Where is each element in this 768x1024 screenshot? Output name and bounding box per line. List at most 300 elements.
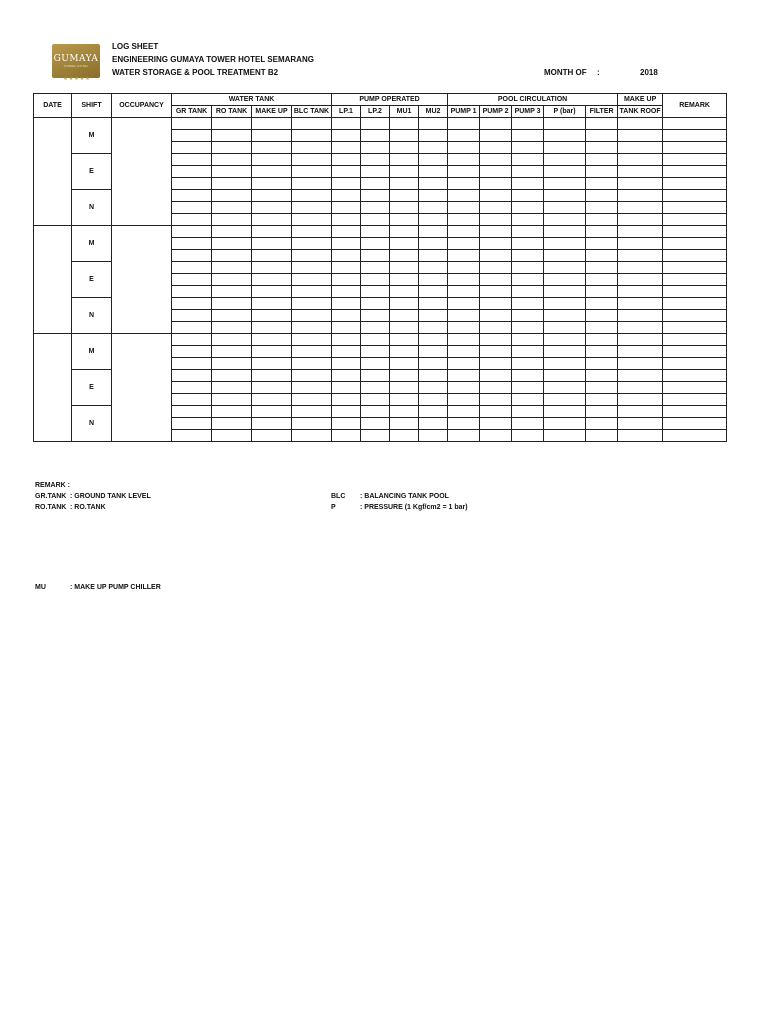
- log-cell[interactable]: [252, 250, 292, 262]
- log-cell[interactable]: [419, 190, 448, 202]
- log-cell[interactable]: [448, 298, 480, 310]
- log-cell[interactable]: [586, 118, 618, 130]
- log-cell[interactable]: [480, 346, 512, 358]
- log-cell[interactable]: [212, 406, 252, 418]
- log-cell[interactable]: [390, 238, 419, 250]
- log-cell[interactable]: [419, 142, 448, 154]
- log-cell[interactable]: [448, 178, 480, 190]
- log-cell[interactable]: [292, 178, 332, 190]
- log-cell[interactable]: [252, 202, 292, 214]
- log-cell[interactable]: [480, 358, 512, 370]
- log-cell[interactable]: [292, 346, 332, 358]
- log-cell[interactable]: [663, 430, 727, 442]
- log-cell[interactable]: [390, 130, 419, 142]
- log-cell[interactable]: [512, 166, 544, 178]
- log-cell[interactable]: [361, 346, 390, 358]
- log-cell[interactable]: [419, 394, 448, 406]
- log-cell[interactable]: [390, 322, 419, 334]
- log-cell[interactable]: [292, 274, 332, 286]
- log-cell[interactable]: [361, 370, 390, 382]
- log-cell[interactable]: [332, 214, 361, 226]
- log-cell[interactable]: [586, 178, 618, 190]
- log-cell[interactable]: [252, 286, 292, 298]
- log-cell[interactable]: [663, 358, 727, 370]
- log-cell[interactable]: [480, 430, 512, 442]
- log-cell[interactable]: [618, 118, 663, 130]
- log-cell[interactable]: [544, 190, 586, 202]
- log-cell[interactable]: [512, 178, 544, 190]
- log-cell[interactable]: [512, 310, 544, 322]
- log-cell[interactable]: [292, 202, 332, 214]
- log-cell[interactable]: [332, 238, 361, 250]
- log-cell[interactable]: [212, 190, 252, 202]
- log-cell[interactable]: [172, 346, 212, 358]
- log-cell[interactable]: [448, 382, 480, 394]
- log-cell[interactable]: [292, 394, 332, 406]
- log-cell[interactable]: [663, 406, 727, 418]
- log-cell[interactable]: [618, 310, 663, 322]
- log-cell[interactable]: [252, 178, 292, 190]
- log-cell[interactable]: [292, 130, 332, 142]
- log-cell[interactable]: [512, 250, 544, 262]
- log-cell[interactable]: [544, 154, 586, 166]
- log-cell[interactable]: [390, 142, 419, 154]
- log-cell[interactable]: [361, 322, 390, 334]
- log-cell[interactable]: [419, 286, 448, 298]
- log-cell[interactable]: [332, 370, 361, 382]
- log-cell[interactable]: [361, 142, 390, 154]
- log-cell[interactable]: [419, 298, 448, 310]
- log-cell[interactable]: [586, 226, 618, 238]
- log-cell[interactable]: [419, 358, 448, 370]
- log-cell[interactable]: [252, 310, 292, 322]
- log-cell[interactable]: [252, 370, 292, 382]
- log-cell[interactable]: [172, 322, 212, 334]
- log-cell[interactable]: [512, 322, 544, 334]
- log-cell[interactable]: [361, 190, 390, 202]
- log-cell[interactable]: [252, 418, 292, 430]
- log-cell[interactable]: [448, 154, 480, 166]
- log-cell[interactable]: [361, 214, 390, 226]
- log-cell[interactable]: [448, 430, 480, 442]
- log-cell[interactable]: [292, 154, 332, 166]
- log-cell[interactable]: [448, 310, 480, 322]
- log-cell[interactable]: [252, 382, 292, 394]
- log-cell[interactable]: [586, 406, 618, 418]
- log-cell[interactable]: [212, 382, 252, 394]
- log-cell[interactable]: [663, 370, 727, 382]
- log-cell[interactable]: [586, 130, 618, 142]
- log-cell[interactable]: [212, 394, 252, 406]
- log-cell[interactable]: [332, 310, 361, 322]
- log-cell[interactable]: [586, 382, 618, 394]
- log-cell[interactable]: [252, 334, 292, 346]
- log-cell[interactable]: [618, 286, 663, 298]
- log-cell[interactable]: [663, 298, 727, 310]
- log-cell[interactable]: [172, 250, 212, 262]
- log-cell[interactable]: [618, 322, 663, 334]
- occupancy-cell[interactable]: [112, 226, 172, 334]
- date-cell[interactable]: [34, 226, 72, 334]
- log-cell[interactable]: [332, 190, 361, 202]
- log-cell[interactable]: [618, 406, 663, 418]
- log-cell[interactable]: [544, 166, 586, 178]
- log-cell[interactable]: [480, 202, 512, 214]
- log-cell[interactable]: [544, 226, 586, 238]
- log-cell[interactable]: [448, 190, 480, 202]
- log-cell[interactable]: [361, 178, 390, 190]
- log-cell[interactable]: [292, 226, 332, 238]
- log-cell[interactable]: [361, 286, 390, 298]
- log-cell[interactable]: [663, 130, 727, 142]
- log-cell[interactable]: [512, 406, 544, 418]
- log-cell[interactable]: [544, 418, 586, 430]
- log-cell[interactable]: [663, 178, 727, 190]
- log-cell[interactable]: [390, 370, 419, 382]
- log-cell[interactable]: [252, 214, 292, 226]
- log-cell[interactable]: [332, 322, 361, 334]
- log-cell[interactable]: [172, 202, 212, 214]
- log-cell[interactable]: [361, 334, 390, 346]
- log-cell[interactable]: [480, 322, 512, 334]
- log-cell[interactable]: [544, 286, 586, 298]
- log-cell[interactable]: [332, 226, 361, 238]
- log-cell[interactable]: [618, 394, 663, 406]
- log-cell[interactable]: [448, 238, 480, 250]
- log-cell[interactable]: [544, 142, 586, 154]
- log-cell[interactable]: [172, 394, 212, 406]
- log-cell[interactable]: [252, 238, 292, 250]
- log-cell[interactable]: [212, 250, 252, 262]
- log-cell[interactable]: [663, 382, 727, 394]
- log-cell[interactable]: [419, 214, 448, 226]
- log-cell[interactable]: [618, 250, 663, 262]
- log-cell[interactable]: [544, 298, 586, 310]
- log-cell[interactable]: [586, 202, 618, 214]
- log-cell[interactable]: [448, 334, 480, 346]
- log-cell[interactable]: [361, 250, 390, 262]
- log-cell[interactable]: [172, 334, 212, 346]
- log-cell[interactable]: [544, 322, 586, 334]
- log-cell[interactable]: [172, 286, 212, 298]
- log-cell[interactable]: [292, 262, 332, 274]
- log-cell[interactable]: [390, 430, 419, 442]
- log-cell[interactable]: [448, 286, 480, 298]
- log-cell[interactable]: [292, 214, 332, 226]
- log-cell[interactable]: [419, 262, 448, 274]
- log-cell[interactable]: [332, 166, 361, 178]
- log-cell[interactable]: [212, 178, 252, 190]
- log-cell[interactable]: [361, 430, 390, 442]
- log-cell[interactable]: [586, 154, 618, 166]
- log-cell[interactable]: [544, 370, 586, 382]
- log-cell[interactable]: [390, 298, 419, 310]
- log-cell[interactable]: [212, 430, 252, 442]
- log-cell[interactable]: [332, 406, 361, 418]
- log-cell[interactable]: [361, 394, 390, 406]
- log-cell[interactable]: [586, 286, 618, 298]
- log-cell[interactable]: [663, 238, 727, 250]
- log-cell[interactable]: [512, 418, 544, 430]
- log-cell[interactable]: [512, 214, 544, 226]
- log-cell[interactable]: [292, 418, 332, 430]
- log-cell[interactable]: [292, 190, 332, 202]
- log-cell[interactable]: [512, 262, 544, 274]
- log-cell[interactable]: [663, 202, 727, 214]
- log-cell[interactable]: [448, 262, 480, 274]
- log-cell[interactable]: [618, 370, 663, 382]
- log-cell[interactable]: [212, 298, 252, 310]
- log-cell[interactable]: [419, 202, 448, 214]
- log-cell[interactable]: [586, 274, 618, 286]
- log-cell[interactable]: [292, 370, 332, 382]
- log-cell[interactable]: [252, 430, 292, 442]
- log-cell[interactable]: [332, 142, 361, 154]
- occupancy-cell[interactable]: [112, 118, 172, 226]
- log-cell[interactable]: [390, 418, 419, 430]
- log-cell[interactable]: [252, 154, 292, 166]
- log-cell[interactable]: [292, 298, 332, 310]
- log-cell[interactable]: [480, 286, 512, 298]
- log-cell[interactable]: [544, 130, 586, 142]
- log-cell[interactable]: [172, 154, 212, 166]
- log-cell[interactable]: [586, 418, 618, 430]
- log-cell[interactable]: [212, 214, 252, 226]
- log-cell[interactable]: [448, 322, 480, 334]
- log-cell[interactable]: [544, 238, 586, 250]
- log-cell[interactable]: [448, 142, 480, 154]
- log-cell[interactable]: [172, 118, 212, 130]
- log-cell[interactable]: [361, 274, 390, 286]
- log-cell[interactable]: [332, 358, 361, 370]
- log-cell[interactable]: [252, 118, 292, 130]
- log-cell[interactable]: [448, 250, 480, 262]
- log-cell[interactable]: [390, 262, 419, 274]
- log-cell[interactable]: [544, 118, 586, 130]
- log-cell[interactable]: [663, 274, 727, 286]
- log-cell[interactable]: [544, 214, 586, 226]
- log-cell[interactable]: [512, 202, 544, 214]
- log-cell[interactable]: [512, 238, 544, 250]
- log-cell[interactable]: [480, 298, 512, 310]
- log-cell[interactable]: [618, 298, 663, 310]
- log-cell[interactable]: [544, 346, 586, 358]
- log-cell[interactable]: [618, 226, 663, 238]
- log-cell[interactable]: [544, 406, 586, 418]
- log-cell[interactable]: [172, 358, 212, 370]
- log-cell[interactable]: [512, 334, 544, 346]
- log-cell[interactable]: [480, 226, 512, 238]
- log-cell[interactable]: [544, 358, 586, 370]
- log-cell[interactable]: [390, 190, 419, 202]
- log-cell[interactable]: [544, 394, 586, 406]
- log-cell[interactable]: [419, 166, 448, 178]
- log-cell[interactable]: [512, 394, 544, 406]
- log-cell[interactable]: [212, 370, 252, 382]
- log-cell[interactable]: [172, 418, 212, 430]
- log-cell[interactable]: [480, 238, 512, 250]
- log-cell[interactable]: [448, 418, 480, 430]
- log-cell[interactable]: [618, 430, 663, 442]
- log-cell[interactable]: [172, 142, 212, 154]
- log-cell[interactable]: [663, 142, 727, 154]
- log-cell[interactable]: [252, 394, 292, 406]
- log-cell[interactable]: [480, 418, 512, 430]
- log-cell[interactable]: [448, 118, 480, 130]
- log-cell[interactable]: [390, 382, 419, 394]
- log-cell[interactable]: [448, 358, 480, 370]
- log-cell[interactable]: [212, 226, 252, 238]
- log-cell[interactable]: [544, 382, 586, 394]
- log-cell[interactable]: [332, 394, 361, 406]
- log-cell[interactable]: [172, 274, 212, 286]
- log-cell[interactable]: [419, 334, 448, 346]
- log-cell[interactable]: [663, 190, 727, 202]
- log-cell[interactable]: [544, 202, 586, 214]
- log-cell[interactable]: [252, 298, 292, 310]
- log-cell[interactable]: [361, 226, 390, 238]
- log-cell[interactable]: [212, 322, 252, 334]
- log-cell[interactable]: [480, 406, 512, 418]
- log-cell[interactable]: [512, 430, 544, 442]
- log-cell[interactable]: [172, 262, 212, 274]
- log-cell[interactable]: [390, 406, 419, 418]
- log-cell[interactable]: [419, 370, 448, 382]
- log-cell[interactable]: [332, 130, 361, 142]
- log-cell[interactable]: [448, 214, 480, 226]
- log-cell[interactable]: [419, 250, 448, 262]
- log-cell[interactable]: [332, 334, 361, 346]
- log-cell[interactable]: [212, 358, 252, 370]
- log-cell[interactable]: [419, 382, 448, 394]
- log-cell[interactable]: [361, 310, 390, 322]
- log-cell[interactable]: [480, 214, 512, 226]
- log-cell[interactable]: [332, 382, 361, 394]
- log-cell[interactable]: [212, 166, 252, 178]
- log-cell[interactable]: [252, 190, 292, 202]
- log-cell[interactable]: [361, 406, 390, 418]
- log-cell[interactable]: [292, 310, 332, 322]
- log-cell[interactable]: [663, 394, 727, 406]
- log-cell[interactable]: [252, 142, 292, 154]
- log-cell[interactable]: [448, 226, 480, 238]
- log-cell[interactable]: [292, 142, 332, 154]
- log-cell[interactable]: [292, 166, 332, 178]
- log-cell[interactable]: [663, 346, 727, 358]
- log-cell[interactable]: [390, 310, 419, 322]
- log-cell[interactable]: [292, 118, 332, 130]
- log-cell[interactable]: [586, 310, 618, 322]
- log-cell[interactable]: [212, 202, 252, 214]
- log-cell[interactable]: [419, 430, 448, 442]
- log-cell[interactable]: [448, 130, 480, 142]
- log-cell[interactable]: [480, 382, 512, 394]
- log-cell[interactable]: [212, 274, 252, 286]
- log-cell[interactable]: [618, 190, 663, 202]
- log-cell[interactable]: [480, 178, 512, 190]
- log-cell[interactable]: [586, 394, 618, 406]
- log-cell[interactable]: [448, 202, 480, 214]
- log-cell[interactable]: [361, 166, 390, 178]
- log-cell[interactable]: [419, 346, 448, 358]
- log-cell[interactable]: [390, 214, 419, 226]
- log-cell[interactable]: [252, 130, 292, 142]
- log-cell[interactable]: [390, 118, 419, 130]
- log-cell[interactable]: [480, 310, 512, 322]
- log-cell[interactable]: [172, 166, 212, 178]
- log-cell[interactable]: [586, 190, 618, 202]
- log-cell[interactable]: [252, 358, 292, 370]
- log-cell[interactable]: [480, 394, 512, 406]
- log-cell[interactable]: [512, 190, 544, 202]
- log-cell[interactable]: [172, 310, 212, 322]
- log-cell[interactable]: [172, 430, 212, 442]
- log-cell[interactable]: [544, 274, 586, 286]
- log-cell[interactable]: [618, 334, 663, 346]
- log-cell[interactable]: [212, 154, 252, 166]
- log-cell[interactable]: [419, 130, 448, 142]
- log-cell[interactable]: [586, 250, 618, 262]
- log-cell[interactable]: [512, 142, 544, 154]
- log-cell[interactable]: [332, 286, 361, 298]
- log-cell[interactable]: [292, 358, 332, 370]
- log-cell[interactable]: [480, 370, 512, 382]
- log-cell[interactable]: [332, 298, 361, 310]
- log-cell[interactable]: [252, 346, 292, 358]
- log-cell[interactable]: [332, 430, 361, 442]
- log-cell[interactable]: [512, 118, 544, 130]
- log-cell[interactable]: [212, 130, 252, 142]
- log-cell[interactable]: [212, 142, 252, 154]
- log-cell[interactable]: [361, 202, 390, 214]
- log-cell[interactable]: [361, 382, 390, 394]
- log-cell[interactable]: [361, 298, 390, 310]
- log-cell[interactable]: [390, 178, 419, 190]
- log-cell[interactable]: [292, 430, 332, 442]
- log-cell[interactable]: [586, 298, 618, 310]
- log-cell[interactable]: [212, 310, 252, 322]
- log-cell[interactable]: [172, 178, 212, 190]
- log-cell[interactable]: [448, 370, 480, 382]
- log-cell[interactable]: [586, 214, 618, 226]
- log-cell[interactable]: [618, 382, 663, 394]
- log-cell[interactable]: [618, 274, 663, 286]
- log-cell[interactable]: [586, 358, 618, 370]
- log-cell[interactable]: [512, 130, 544, 142]
- log-cell[interactable]: [390, 202, 419, 214]
- log-cell[interactable]: [448, 166, 480, 178]
- log-cell[interactable]: [390, 394, 419, 406]
- log-cell[interactable]: [586, 142, 618, 154]
- log-cell[interactable]: [292, 286, 332, 298]
- log-cell[interactable]: [212, 238, 252, 250]
- log-cell[interactable]: [332, 262, 361, 274]
- log-cell[interactable]: [618, 238, 663, 250]
- log-cell[interactable]: [212, 262, 252, 274]
- log-cell[interactable]: [663, 226, 727, 238]
- log-cell[interactable]: [663, 310, 727, 322]
- log-cell[interactable]: [586, 430, 618, 442]
- log-cell[interactable]: [419, 322, 448, 334]
- log-cell[interactable]: [252, 322, 292, 334]
- log-cell[interactable]: [390, 346, 419, 358]
- log-cell[interactable]: [419, 310, 448, 322]
- log-cell[interactable]: [544, 334, 586, 346]
- log-cell[interactable]: [292, 334, 332, 346]
- log-cell[interactable]: [419, 226, 448, 238]
- log-cell[interactable]: [212, 118, 252, 130]
- log-cell[interactable]: [332, 274, 361, 286]
